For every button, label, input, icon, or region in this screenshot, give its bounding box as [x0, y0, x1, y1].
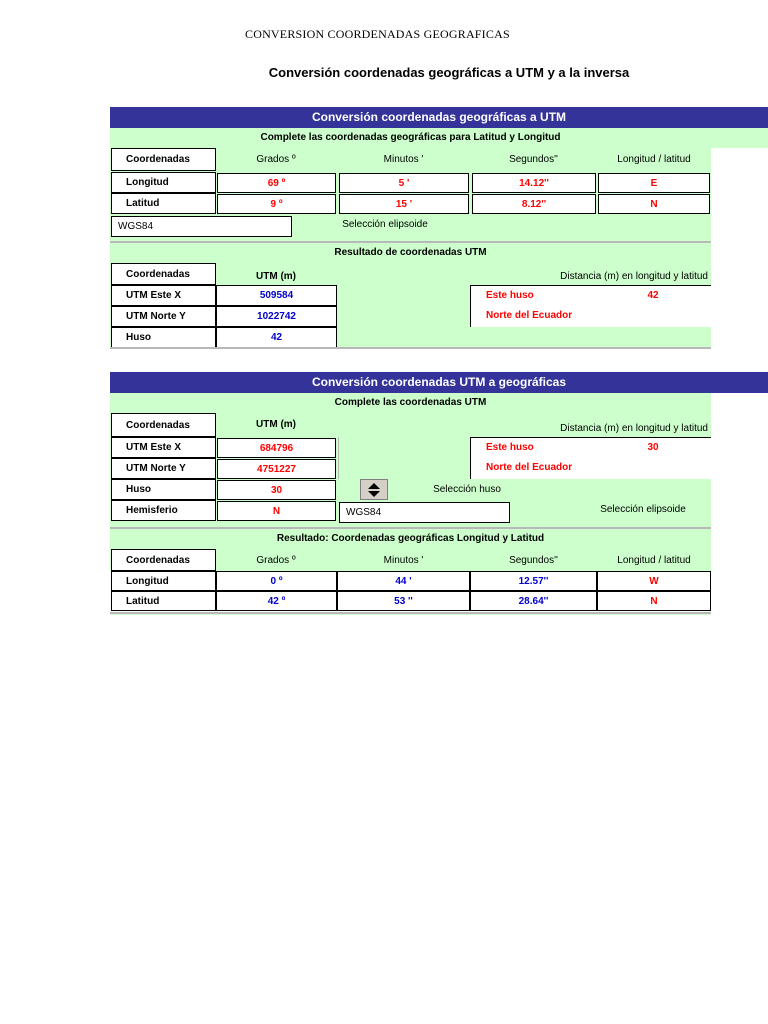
s2-result-title: Resultado: Coordenadas geográficas Longitud y Latitud	[276, 532, 545, 544]
s1-row-latitud-label: Latitud	[111, 193, 216, 214]
s2-res-longitud-segundos: 12.57''	[470, 571, 597, 591]
s1-divider	[110, 241, 711, 243]
s2-este-huso-label: Este huso	[486, 442, 534, 453]
s1-latitud-grados-input[interactable]: 9 º	[217, 194, 336, 214]
s2-bottom-line	[110, 612, 711, 614]
s2-res-latitud-minutos: 53 ''	[337, 591, 470, 611]
s1-result-norte-value: 1022742	[216, 306, 337, 327]
s2-res-col-coordenadas: Coordenadas	[111, 549, 216, 571]
s1-longitud-grados-input[interactable]: 69 º	[217, 173, 336, 193]
s2-huso-selection-label: Selección huso	[433, 483, 501, 495]
s1-result-este-value: 509584	[216, 285, 337, 306]
s2-res-longitud-label: Longitud	[111, 571, 216, 591]
s1-norte-ecuador-label: Norte del Ecuador	[486, 310, 573, 321]
s1-longitud-dir-input[interactable]: E	[598, 173, 710, 193]
s1-latitud-minutos-input[interactable]: 15 '	[339, 194, 469, 214]
s1-latitud-segundos-input[interactable]: 8.12''	[472, 194, 596, 214]
s2-hemisferio-input[interactable]: N	[217, 501, 336, 521]
s1-col-coordenadas: Coordenadas	[111, 148, 216, 171]
s2-hemisferio-label: Hemisferio	[111, 500, 216, 521]
s1-col-minutos: Minutos '	[383, 154, 424, 165]
s1-result-col-coordenadas: Coordenadas	[111, 263, 216, 285]
spinner-up-icon[interactable]	[368, 483, 380, 489]
document-title: CONVERSION COORDENADAS GEOGRAFICAS	[245, 27, 510, 41]
s1-longitud-minutos-input[interactable]: 5 '	[339, 173, 469, 193]
s1-result-norte-label: UTM Norte Y	[111, 306, 216, 327]
s1-result-huso-value: 42	[216, 327, 337, 348]
s2-col-coordenadas: Coordenadas	[111, 413, 216, 437]
s2-res-col-segundos: Segundos''	[509, 554, 558, 566]
s1-bottom-line	[110, 347, 711, 349]
s1-result-huso-label: Huso	[111, 327, 216, 348]
s2-res-latitud-segundos: 28.64''	[470, 591, 597, 611]
section2-instruction: Complete las coordenadas UTM	[334, 396, 487, 408]
s2-res-latitud-dir: N	[597, 591, 711, 611]
s1-col-segundos: Segundos''	[509, 154, 558, 165]
s1-col-grados: Grados º	[256, 154, 296, 165]
s1-result-title: Resultado de coordenadas UTM	[334, 247, 487, 258]
s2-res-longitud-minutos: 44 '	[337, 571, 470, 591]
s1-distance-label: Distancia (m) en longitud y latitud	[560, 270, 708, 282]
s1-este-huso-value: 42	[647, 290, 659, 301]
s1-este-huso-label: Este huso	[486, 290, 534, 301]
section2-header-text: Conversión coordenadas UTM a geográficas	[311, 375, 567, 389]
section1-header-text: Conversión coordenadas geográficas a UTM	[311, 110, 567, 124]
s1-longitud-segundos-input[interactable]: 14.12''	[472, 173, 596, 193]
s2-este-huso-value: 30	[647, 442, 659, 453]
s2-este-input[interactable]: 684796	[217, 438, 336, 458]
s1-latitud-dir-input[interactable]: N	[598, 194, 710, 214]
huso-spinner[interactable]	[360, 479, 388, 500]
section1-panel-ext	[711, 128, 768, 148]
spinner-down-icon[interactable]	[368, 491, 380, 497]
s2-ellipsoid-select[interactable]: WGS84	[339, 502, 510, 523]
s2-norte-label: UTM Norte Y	[111, 458, 216, 479]
s2-norte-input[interactable]: 4751227	[217, 459, 336, 479]
s2-huso-label: Huso	[111, 479, 216, 500]
section2-header	[110, 372, 768, 393]
s2-ellipsoid-label: Selección elipsoide	[600, 503, 686, 515]
section1-instruction: Complete las coordenadas geográficas para Latitud y Longitud	[260, 131, 561, 143]
s1-ellipsoid-label: Selección elipsoide	[342, 218, 428, 230]
s2-huso-input[interactable]: 30	[217, 480, 336, 500]
s2-vline	[338, 437, 339, 479]
s2-res-col-grados: Grados º	[256, 554, 296, 566]
s1-ellipsoid-select[interactable]: WGS84	[111, 216, 292, 237]
s2-res-latitud-grados: 42 º	[216, 591, 337, 611]
s2-res-col-minutos: Minutos '	[383, 554, 424, 566]
s2-col-utm: UTM (m)	[256, 418, 296, 430]
s2-norte-ecuador-label: Norte del Ecuador	[486, 462, 573, 473]
s1-result-col-utm: UTM (m)	[256, 270, 296, 282]
section1-header	[110, 107, 768, 128]
s2-res-longitud-dir: W	[597, 571, 711, 591]
page-subtitle: Conversión coordenadas geográficas a UTM y a la inversa	[268, 65, 630, 80]
s1-col-lonlat: Longitud / latitud	[617, 154, 691, 165]
s1-result-este-label: UTM Este X	[111, 285, 216, 306]
s1-row-longitud-label: Longitud	[111, 172, 216, 193]
s2-distance-label: Distancia (m) en longitud y latitud	[560, 422, 708, 434]
s2-res-col-lonlat: Longitud / latitud	[617, 554, 691, 566]
s2-este-label: UTM Este X	[111, 437, 216, 458]
s2-res-longitud-grados: 0 º	[216, 571, 337, 591]
s2-res-latitud-label: Latitud	[111, 591, 216, 611]
